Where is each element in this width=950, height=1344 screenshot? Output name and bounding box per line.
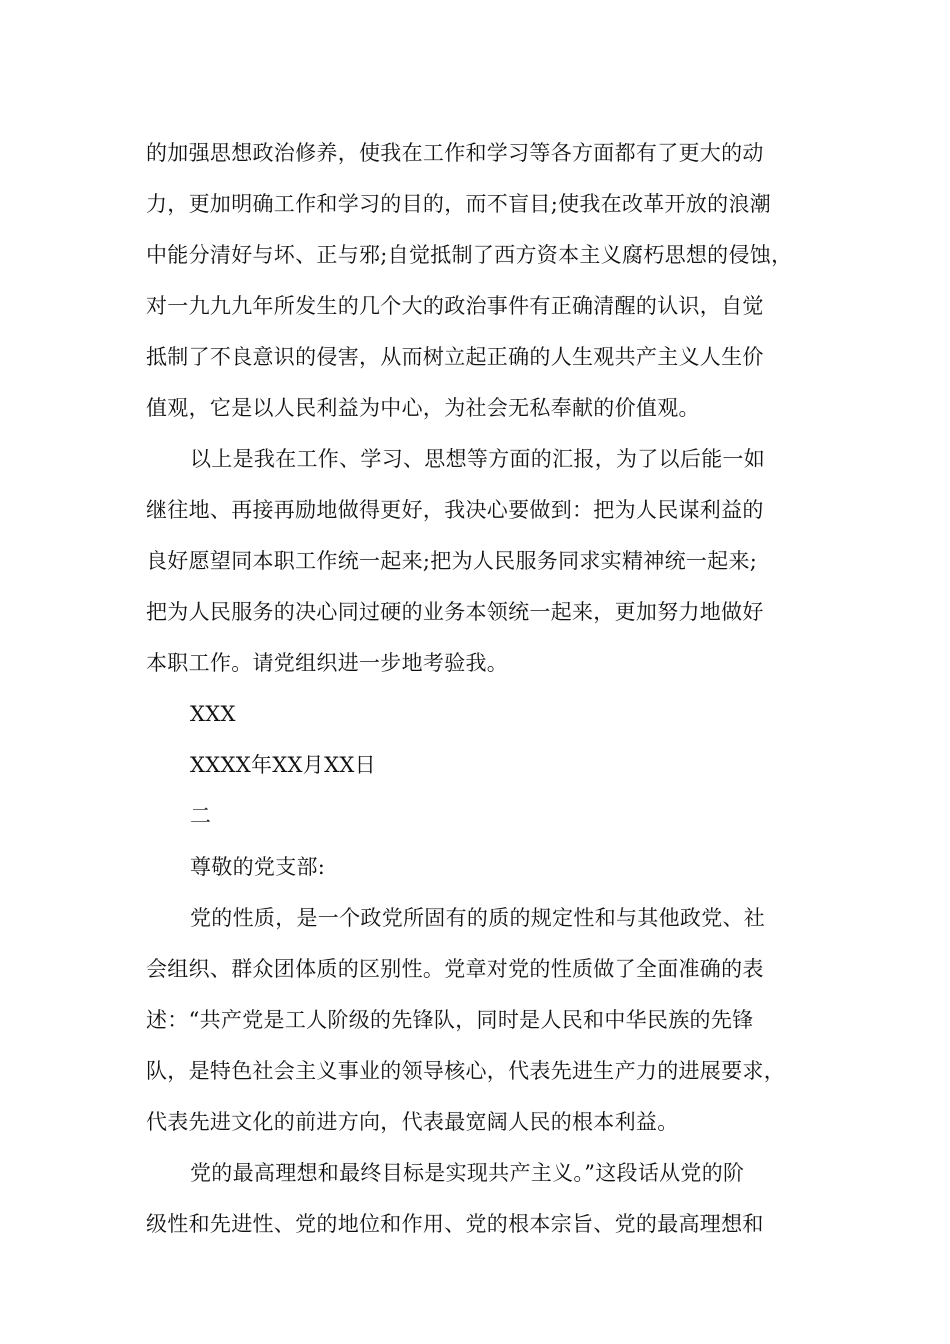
body-line: 队，是特色社会主义事业的领导核心，代表先进生产力的进展要求， xyxy=(146,1059,785,1083)
body-line: 把为人民服务的决心同过硬的业务本领统一起来，更加努力地做好 xyxy=(146,600,764,624)
body-line: 述：“共产党是工人阶级的先锋队，同时是人民和中华民族的先锋 xyxy=(146,1008,754,1032)
body-line: 中能分清好与坏、正与邪;自觉抵制了西方资本主义腐朽思想的侵蚀， xyxy=(146,243,793,267)
body-line: 对一九九九年所发生的几个大的政治事件有正确清醒的认识，自觉 xyxy=(146,294,764,318)
paragraph-start-line: 党的性质，是一个政党所固有的质的规定性和与其他政党、社 xyxy=(190,906,766,930)
body-line: 级性和先进性、党的地位和作用、党的根本宗旨、党的最高理想和 xyxy=(146,1212,764,1236)
signature-name: XXX xyxy=(190,702,236,726)
body-line: 的加强思想政治修养，使我在工作和学习等各方面都有了更大的动 xyxy=(146,141,764,165)
salutation: 尊敬的党支部: xyxy=(190,855,326,879)
body-line: 代表先进文化的前进方向，代表最宽阔人民的根本利益。 xyxy=(146,1110,679,1134)
paragraph-start-line: 以上是我在工作、学习、思想等方面的汇报，为了以后能一如 xyxy=(190,447,766,471)
body-line: 良好愿望同本职工作统一起来;把为人民服务同求实精神统一起来; xyxy=(146,549,758,573)
body-line: 会组织、群众团体质的区别性。党章对党的性质做了全面准确的表 xyxy=(146,957,764,981)
body-line: 本职工作。请党组织进一步地考验我。 xyxy=(146,651,509,675)
body-line: 值观，它是以人民利益为中心，为社会无私奉献的价值观。 xyxy=(146,396,700,420)
section-number: 二 xyxy=(190,804,212,828)
paragraph-start-line: 党的最高理想和最终目标是实现共产主义。”这段话从党的阶 xyxy=(190,1161,745,1185)
signature-date: XXXX年XX月XX日 xyxy=(190,753,376,777)
body-line: 力，更加明确工作和学习的目的，而不盲目;使我在改革开放的浪潮 xyxy=(146,192,772,216)
body-line: 抵制了不良意识的侵害，从而树立起正确的人生观共产主义人生价 xyxy=(146,345,764,369)
document-body xyxy=(146,128,836,1250)
body-line: 继往地、再接再励地做得更好，我决心要做到：把为人民谋利益的 xyxy=(146,498,764,522)
